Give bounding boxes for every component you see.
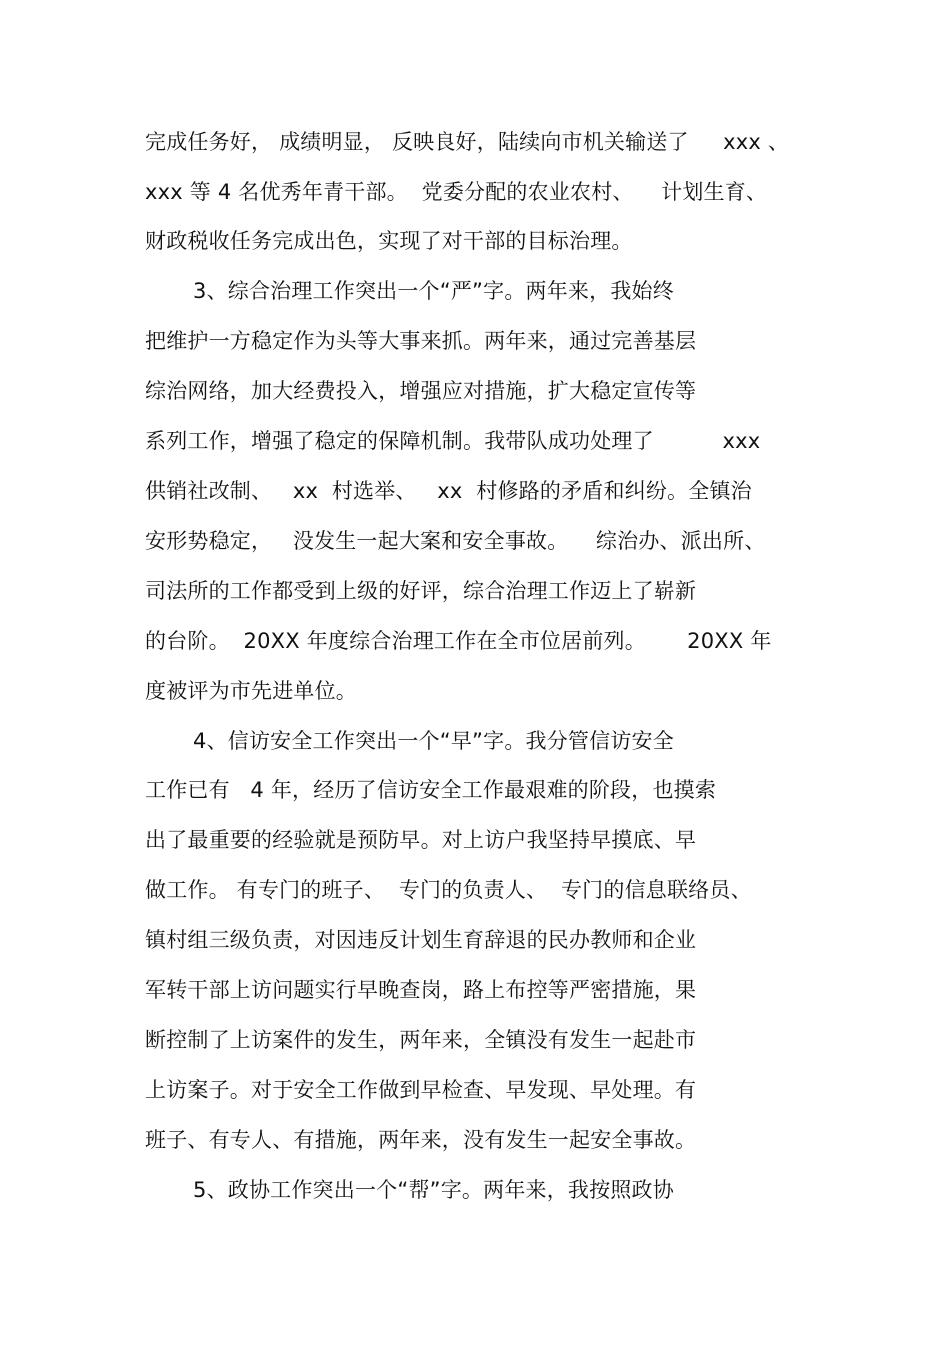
- text-line: 做工作。 有专门的班子、 专门的负责人、 专门的信息联络员、: [145, 878, 752, 902]
- text-line: 度被评为市先进单位。: [145, 679, 357, 703]
- text-line: 断控制了上访案件的发生，两年来，全镇没有发生一起赴市: [145, 1028, 697, 1052]
- text-line: 系列工作，增强了稳定的保障机制。我带队成功处理了 xxx: [145, 429, 761, 453]
- text-line: 司法所的工作都受到上级的好评，综合治理工作迈上了崭新: [145, 579, 697, 603]
- text-line: 军转干部上访问题实行早晚查岗，路上布控等严密措施，果: [145, 978, 697, 1002]
- text-line: 班子、有专人、有措施，两年来，没有发生一起安全事故。: [145, 1128, 697, 1152]
- text-line: 工作已有 4 年，经历了信访安全工作最艰难的阶段，也摸索: [145, 778, 717, 802]
- text-line: 把维护一方稳定作为头等大事来抓。两年来，通过完善基层: [145, 329, 697, 353]
- paragraph-start-line: 4、信访安全工作突出一个“早”字。我分管信访安全: [193, 729, 674, 753]
- paragraph-start-line: 3、综合治理工作突出一个“严”字。两年来，我始终: [193, 279, 674, 303]
- text-line: 上访案子。对于安全工作做到早检查、早发现、早处理。有: [145, 1078, 697, 1102]
- text-line: 安形势稳定， 没发生一起大案和安全事故。 综治办、派出所、: [145, 529, 766, 553]
- text-line: xxx 等 4 名优秀年青干部。 党委分配的农业农村、 计划生育、: [145, 180, 768, 204]
- text-line: 的台阶。 20XX 年度综合治理工作在全市位居前列。 20XX 年: [145, 629, 772, 653]
- text-line: 出了最重要的经验就是预防早。对上访户我坚持早摸底、早: [145, 828, 697, 852]
- text-line: 综治网络，加大经费投入，增强应对措施，扩大稳定宣传等: [145, 379, 697, 403]
- text-line: 财政税收任务完成出色，实现了对干部的目标治理。: [145, 229, 633, 253]
- text-line: 供销社改制、 xx 村选举、 xx 村修路的矛盾和纠纷。全镇治: [145, 479, 752, 503]
- text-line: 镇村组三级负责，对因违反计划生育辞退的民办教师和企业: [145, 928, 697, 952]
- text-line: 完成任务好， 成绩明显， 反映良好，陆续向市机关输送了 xxx 、: [145, 130, 790, 154]
- paragraph-start-line: 5、政协工作突出一个“帮”字。两年来，我按照政协: [193, 1178, 674, 1202]
